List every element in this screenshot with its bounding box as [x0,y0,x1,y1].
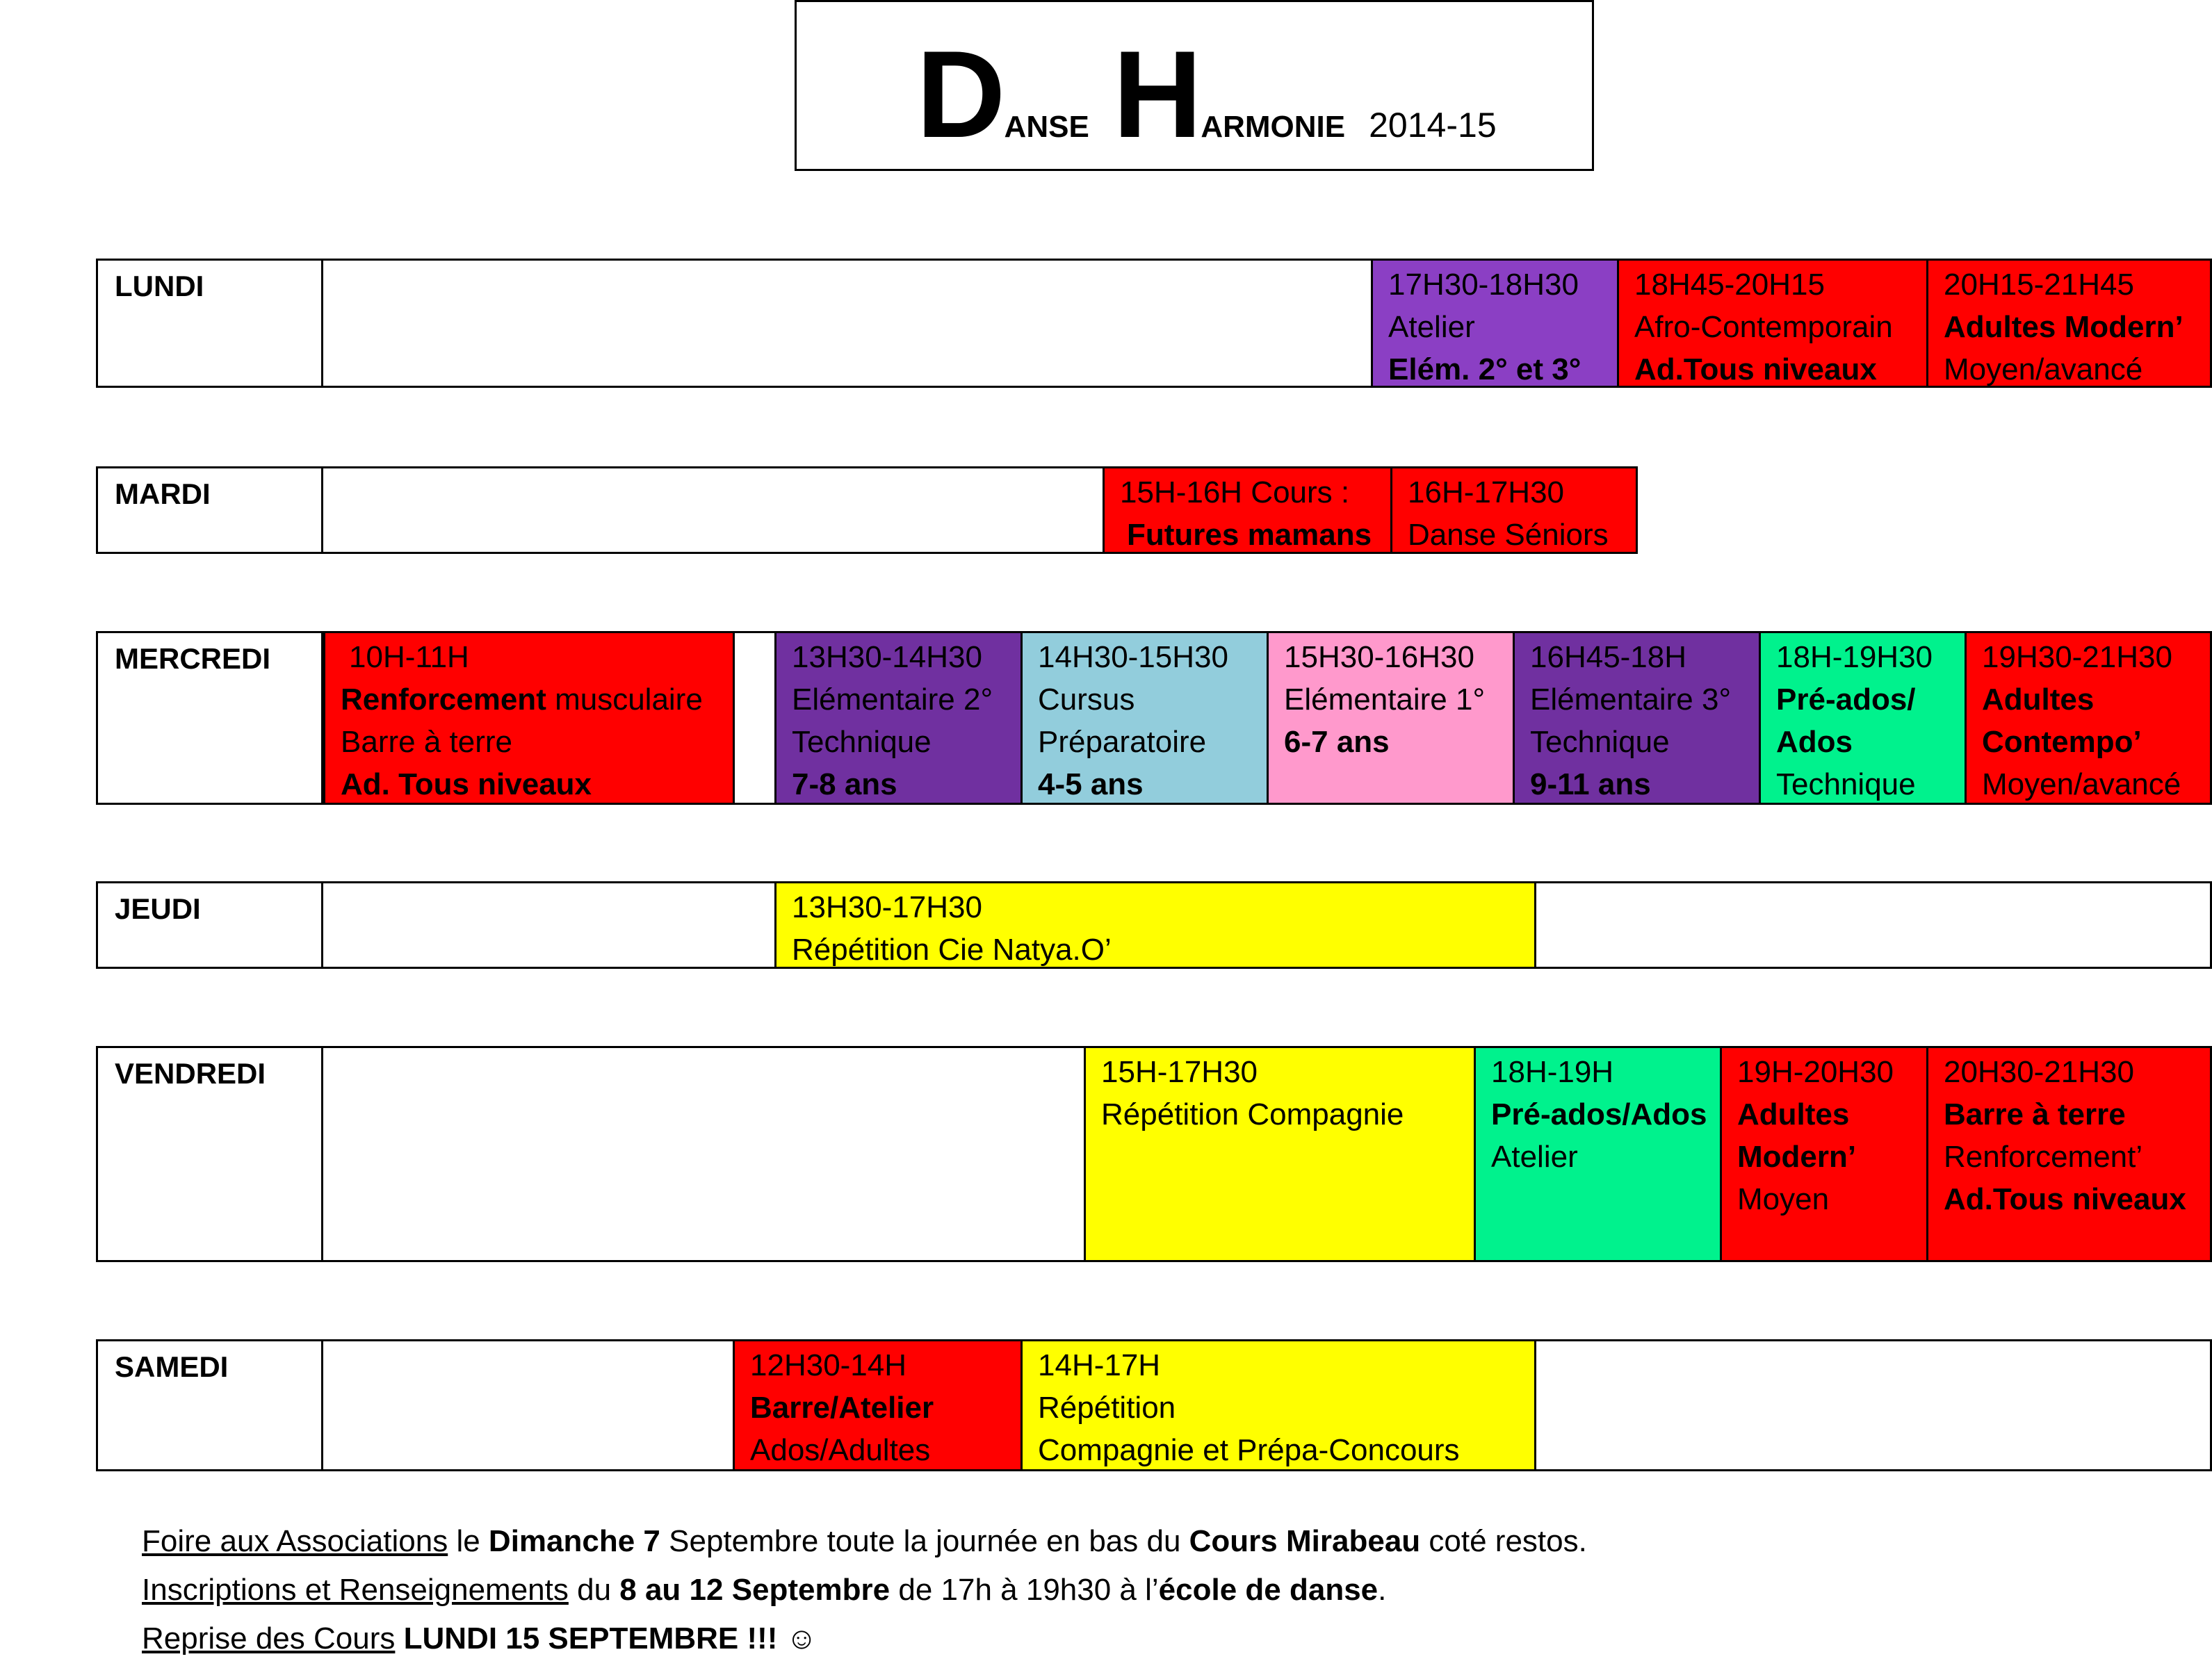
course-name-2: Ados [1776,725,1853,759]
course-name: Elémentaire 1° [1284,682,1486,717]
title-letter-d: D [916,25,1005,163]
footer-link-foire: Foire aux Associations [142,1524,448,1558]
course-detail: Compagnie et Prépa-Concours [1038,1433,1460,1467]
course-level: 9-11 ans [1530,767,1651,801]
course-time: 12H30-14H [750,1348,907,1382]
course-time: 14H-17H [1038,1348,1161,1382]
day-label-vendredi: VENDREDI [98,1048,323,1260]
row-jeudi [96,881,2212,969]
course-time: 16H45-18H [1530,640,1687,674]
footer-text [395,1621,403,1655]
title-rest-anse: ANSE [1004,110,1089,144]
footer-text: Septembre toute la journée en bas du [660,1524,1189,1558]
course-time: 20H15-21H45 [1944,268,2134,302]
row-lundi [96,259,2212,388]
title-box [795,0,1594,171]
course-name: Répétition Compagnie [1101,1097,1404,1131]
day-label-jeudi: JEUDI [98,883,323,967]
row-vendredi [96,1046,2212,1262]
footer-bold: 8 au 12 Septembre [619,1573,891,1607]
course-name: Cursus [1038,682,1135,717]
footer-text: coté restos. [1420,1524,1587,1558]
course-name-2: Contempo’ [1982,725,2142,759]
course-name: Répétition Cie Natya.O’ [792,933,1112,967]
mercredi-course-renforcement [323,633,733,803]
course-detail: Technique [1776,767,1916,801]
samedi-course-barre-atelier [733,1341,1020,1469]
footer-text: . [1378,1573,1387,1607]
footer-bold: Cours Mirabeau [1189,1524,1421,1558]
samedi-course-repetition [1020,1341,1534,1469]
footer-link-inscriptions: Inscriptions et Renseignements [142,1573,569,1607]
course-name: Pré-ados/ [1776,682,1916,717]
course-detail: Atelier [1491,1140,1578,1174]
course-name: Barre à terre [1944,1097,2126,1131]
course-name: Futures mamans [1127,518,1372,552]
page-title [916,25,1497,163]
course-name [341,678,733,721]
course-level: Ad.Tous niveaux [1944,1182,2186,1216]
course-time: 16H-17H30 [1408,475,1565,509]
day-label-lundi: LUNDI [98,261,323,386]
course-name-bold: Renforcement [341,682,546,717]
smiley-icon: ☺ [777,1621,818,1655]
day-label-mardi: MARDI [98,468,323,552]
course-level: 6-7 ans [1284,725,1390,759]
course-detail: Préparatoire [1038,725,1207,759]
course-time: 19H-20H30 [1737,1055,1894,1089]
footer-line-inscriptions [142,1566,1386,1614]
course-time: 15H-16H Cours : [1120,475,1350,509]
footer-bold: Dimanche 7 [488,1524,660,1558]
footer-line-reprise [142,1614,818,1663]
jeudi-course-repetition [774,883,1534,967]
day-label-samedi: SAMEDI [98,1341,323,1469]
course-name: Atelier [1388,310,1475,344]
course-level: Moyen/avancé [1944,352,2143,386]
title-rest-armonie: ARMONIE [1201,110,1346,144]
course-name: Répétition [1038,1391,1176,1425]
course-time: 10H-11H [349,640,469,674]
course-name: Danse Séniors [1408,518,1609,552]
lundi-course-modern [1926,261,2210,386]
course-time: 18H45-20H15 [1634,268,1825,302]
mercredi-course-elem2 [774,633,1020,803]
footer-text: le [448,1524,489,1558]
course-time: 13H30-17H30 [792,890,982,924]
course-time: 18H-19H [1491,1055,1614,1089]
footer-text: du [568,1573,620,1607]
samedi-empty-cell [1534,1341,2210,1469]
course-time: 14H30-15H30 [1038,640,1228,674]
course-name: Adultes Modern’ [1944,310,2183,344]
mardi-course-seniors [1390,468,1636,552]
footer-bold: LUNDI 15 SEPTEMBRE !!! [403,1621,778,1655]
course-detail: Renforcement’ [1944,1140,2143,1174]
course-level: 7-8 ans [792,767,897,801]
title-year: 2014-15 [1369,106,1497,145]
vendredi-course-modern [1720,1048,1926,1260]
lundi-course-afro [1617,261,1926,386]
course-time: 17H30-18H30 [1388,268,1579,302]
course-name-rest: musculaire [546,682,703,717]
course-time: 18H-19H30 [1776,640,1933,674]
vendredi-course-barre [1926,1048,2210,1260]
row-samedi [96,1339,2212,1471]
row-mardi [96,466,1638,554]
course-time: 15H-17H30 [1101,1055,1258,1089]
mercredi-course-elem3 [1513,633,1759,803]
mercredi-gap-cell [733,633,774,803]
title-letter-h: H [1112,25,1201,163]
mercredi-course-elem1 [1267,633,1513,803]
course-name: Adultes [1737,1097,1850,1131]
course-detail: Barre à terre [341,725,512,759]
course-level: Ad.Tous niveaux [1634,352,1877,386]
row-mercredi [96,631,2212,805]
course-name: Adultes [1982,682,2095,717]
course-name: Pré-ados/Ados [1491,1097,1707,1131]
vendredi-course-repetition [1084,1048,1474,1260]
footer-line-foire [142,1517,1587,1566]
course-name: Afro-Contemporain [1634,310,1893,344]
mercredi-course-pre-ados [1759,633,1965,803]
mardi-course-futures-mamans [1103,468,1390,552]
footer-text: de 17h à 19h30 à l’ [890,1573,1159,1607]
course-name: Elémentaire 2° [792,682,993,717]
course-detail: Technique [792,725,932,759]
mercredi-course-cursus [1020,633,1267,803]
course-level: Ad. Tous niveaux [341,767,592,801]
course-level: Elém. 2° et 3° [1388,352,1581,386]
course-level: 4-5 ans [1038,767,1144,801]
lundi-course-atelier [1371,261,1617,386]
course-detail: Technique [1530,725,1670,759]
course-time: 13H30-14H30 [792,640,982,674]
course-time: 19H30-21H30 [1982,640,2172,674]
course-name: Barre/Atelier [750,1391,934,1425]
course-level: Ados/Adultes [750,1433,931,1467]
day-label-mercredi: MERCREDI [98,633,323,803]
course-time: 20H30-21H30 [1944,1055,2134,1089]
course-level: Moyen/avancé [1982,767,2181,801]
course-name: Elémentaire 3° [1530,682,1732,717]
footer-link-reprise: Reprise des Cours [142,1621,396,1655]
course-time: 15H30-16H30 [1284,640,1474,674]
mercredi-course-contempo [1965,633,2210,803]
course-level: Moyen [1737,1182,1830,1216]
jeudi-empty-cell [1534,883,2210,967]
course-name-2: Modern’ [1737,1140,1857,1174]
footer-bold: école de danse [1158,1573,1379,1607]
vendredi-course-pre-ados [1474,1048,1720,1260]
